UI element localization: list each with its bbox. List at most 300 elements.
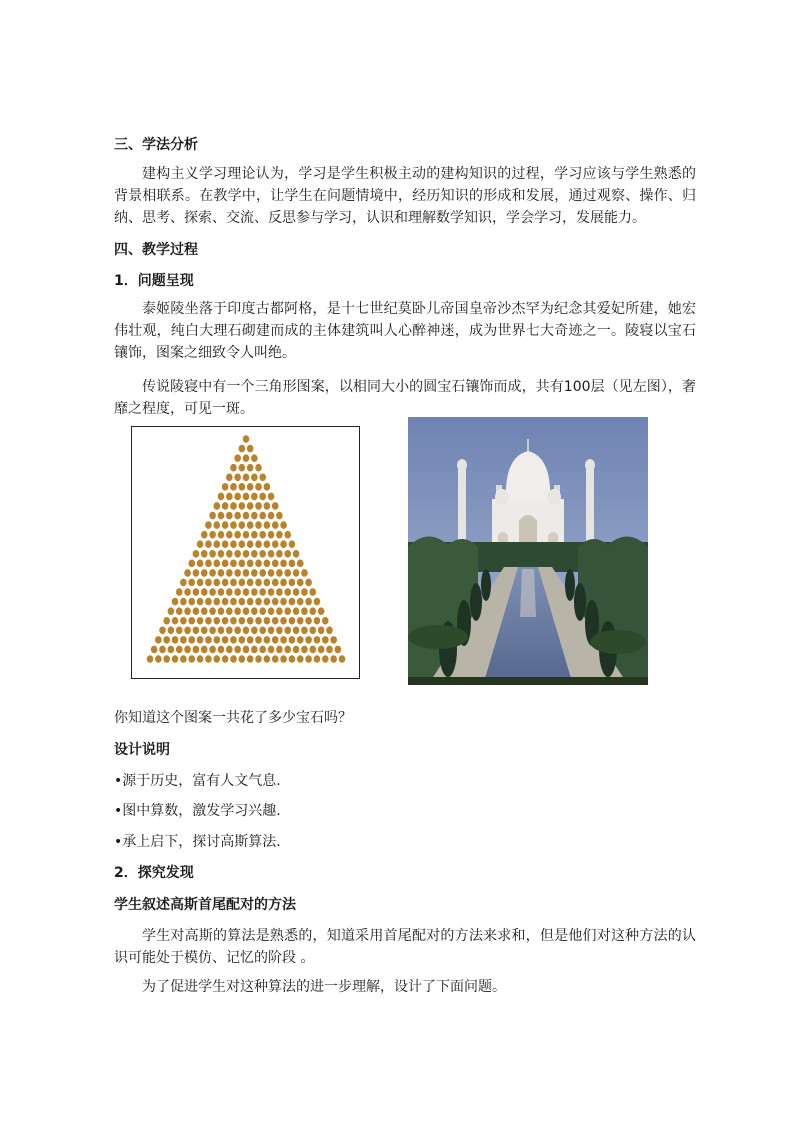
gem-dot xyxy=(234,646,241,654)
gem-dot xyxy=(172,598,179,606)
gem-dot xyxy=(301,646,308,654)
gem-dot xyxy=(159,646,166,654)
gem-dot xyxy=(259,588,266,596)
gem-dot xyxy=(289,655,296,663)
gem-dot xyxy=(251,473,258,481)
gem-dot xyxy=(251,493,258,501)
gem-dot xyxy=(243,588,250,596)
section-3-paragraph: 建构主义学习理论认为，学习是学生积极主动的建构知识的过程，学习应该与学生熟悉的背景相联系。在教学中，让学生在问题情境中，经历知识的形成和发展，通过观察、操作、归纳、思考、探索、交流、反思参与学习，认识和理解数学知识，学会学习，发展能力。 xyxy=(114,166,696,226)
gem-dot xyxy=(209,569,216,577)
gem-dot xyxy=(247,560,254,568)
gem-dot xyxy=(193,607,200,615)
gem-dot xyxy=(197,655,204,663)
gem-dot xyxy=(193,588,200,596)
gem-dot xyxy=(209,588,216,596)
gem-dot xyxy=(293,588,300,596)
gem-dot xyxy=(213,521,220,529)
gem-dot xyxy=(297,579,304,587)
gem-dot xyxy=(289,636,296,644)
gem-dot xyxy=(213,560,220,568)
gem-dot xyxy=(222,560,229,568)
design-bullet-1: •源于历史，富有人文气息. xyxy=(114,773,281,789)
gem-dot xyxy=(268,493,275,501)
gem-dot xyxy=(201,550,208,558)
gem-dot xyxy=(188,636,195,644)
design-bullet-3: •承上启下，探讨高斯算法. xyxy=(114,834,281,850)
gem-dot xyxy=(222,636,229,644)
gem-dot xyxy=(234,454,241,462)
gem-dot xyxy=(272,502,279,510)
gem-dot xyxy=(239,540,246,548)
gem-dot xyxy=(326,646,333,654)
gem-dot xyxy=(172,655,179,663)
gem-dot xyxy=(251,550,258,558)
gem-dot xyxy=(255,655,262,663)
gem-dot xyxy=(188,617,195,625)
gem-dot xyxy=(239,464,246,472)
gem-dot xyxy=(264,502,271,510)
gem-dot xyxy=(176,646,183,654)
gem-dot xyxy=(159,627,166,635)
gem-dot xyxy=(272,579,279,587)
gem-dot xyxy=(197,579,204,587)
gem-dot xyxy=(305,617,312,625)
gem-dot xyxy=(184,588,191,596)
gem-dot xyxy=(222,655,229,663)
gem-dot xyxy=(309,627,316,635)
gem-dot xyxy=(205,598,212,606)
gem-dot xyxy=(289,540,296,548)
gem-dot xyxy=(293,627,300,635)
gem-dot xyxy=(168,607,175,615)
gem-dot xyxy=(293,569,300,577)
gem-dot xyxy=(297,560,304,568)
gem-dot xyxy=(180,655,187,663)
gem-dot xyxy=(205,655,212,663)
gem-dot xyxy=(222,579,229,587)
gem-dot xyxy=(234,569,241,577)
subsection-2-paragraph-2: 为了促进学生对这种算法的进一步理解，设计了下面问题。 xyxy=(142,979,506,995)
subsection-1-heading: 1．问题呈现 xyxy=(114,273,194,289)
gem-dot xyxy=(259,531,266,539)
gem-dot xyxy=(314,636,321,644)
gem-dot xyxy=(226,569,233,577)
gem-dot xyxy=(322,617,329,625)
gem-dot xyxy=(255,464,262,472)
gem-dot xyxy=(276,550,283,558)
gem-dot xyxy=(226,627,233,635)
gem-dot xyxy=(205,617,212,625)
gem-dot xyxy=(276,512,283,520)
gem-dot xyxy=(259,646,266,654)
gem-dot xyxy=(239,636,246,644)
gem-dot xyxy=(230,560,237,568)
gem-dot xyxy=(226,550,233,558)
gem-dot xyxy=(272,560,279,568)
gem-dot xyxy=(259,607,266,615)
gem-dot xyxy=(197,617,204,625)
gem-dot xyxy=(213,502,220,510)
gem-dot xyxy=(188,579,195,587)
gem-dot xyxy=(209,531,216,539)
section-4-heading: 四、教学过程 xyxy=(114,242,198,258)
gem-dot xyxy=(234,627,241,635)
gem-dot xyxy=(284,531,291,539)
gem-dot xyxy=(180,598,187,606)
gem-dot xyxy=(239,560,246,568)
gem-dot xyxy=(230,655,237,663)
gem-dot xyxy=(264,540,271,548)
gem-dot xyxy=(272,617,279,625)
gem-dot xyxy=(163,617,170,625)
gem-dot xyxy=(276,627,283,635)
gem-dot xyxy=(280,598,287,606)
gem-dot xyxy=(251,454,258,462)
gem-dot xyxy=(222,521,229,529)
gem-dot xyxy=(155,636,162,644)
gem-dot xyxy=(180,636,187,644)
gem-dot xyxy=(301,569,308,577)
gem-dot xyxy=(255,636,262,644)
gem-dot xyxy=(234,607,241,615)
gem-dot xyxy=(268,607,275,615)
gem-dot xyxy=(247,579,254,587)
gem-dot xyxy=(180,617,187,625)
gem-dot xyxy=(230,464,237,472)
gem-dot xyxy=(234,473,241,481)
gem-dot xyxy=(255,540,262,548)
gem-dot xyxy=(205,560,212,568)
gem-dot xyxy=(243,550,250,558)
design-note-heading: 设计说明 xyxy=(114,742,170,758)
gem-dot xyxy=(188,598,195,606)
gem-dot xyxy=(251,607,258,615)
gem-dot xyxy=(218,512,225,520)
gem-dot xyxy=(251,531,258,539)
gem-dot xyxy=(230,579,237,587)
gem-triangle-svg xyxy=(132,427,359,678)
gem-dot xyxy=(289,598,296,606)
gem-dot xyxy=(305,598,312,606)
gem-dot xyxy=(197,598,204,606)
gem-dot xyxy=(330,655,337,663)
gem-dot xyxy=(201,588,208,596)
gem-dot xyxy=(201,646,208,654)
gem-dot xyxy=(184,627,191,635)
gem-dot xyxy=(193,627,200,635)
gem-dot xyxy=(213,617,220,625)
gem-dot xyxy=(239,655,246,663)
gem-dot xyxy=(255,598,262,606)
gem-dot xyxy=(259,512,266,520)
gem-dot xyxy=(226,473,233,481)
gem-dot xyxy=(222,540,229,548)
gem-dot xyxy=(209,550,216,558)
gem-dot xyxy=(226,493,233,501)
gem-dot xyxy=(163,655,170,663)
gem-dot xyxy=(318,627,325,635)
taj-mahal-photo xyxy=(408,417,648,685)
gem-dot xyxy=(172,617,179,625)
gem-dot xyxy=(180,579,187,587)
gem-dot xyxy=(251,512,258,520)
gem-dot xyxy=(239,617,246,625)
gem-dot xyxy=(305,655,312,663)
gem-dot xyxy=(305,636,312,644)
gem-dot xyxy=(222,502,229,510)
gem-dot xyxy=(247,617,254,625)
gem-dot xyxy=(239,502,246,510)
gem-dot xyxy=(239,598,246,606)
gem-dot xyxy=(280,560,287,568)
gem-dot xyxy=(268,569,275,577)
gem-dot xyxy=(280,636,287,644)
gem-dot xyxy=(226,646,233,654)
gem-dot xyxy=(251,627,258,635)
gem-dot xyxy=(255,560,262,568)
gem-dot xyxy=(293,646,300,654)
gem-dot xyxy=(230,540,237,548)
gem-dot xyxy=(226,531,233,539)
gem-dot xyxy=(264,598,271,606)
gem-dot xyxy=(276,607,283,615)
gem-dot xyxy=(218,588,225,596)
gem-dot xyxy=(314,655,321,663)
gem-dot xyxy=(234,588,241,596)
gem-dot xyxy=(218,607,225,615)
gem-dot xyxy=(259,493,266,501)
gem-dot xyxy=(243,473,250,481)
gem-dot xyxy=(184,646,191,654)
gem-dot xyxy=(276,569,283,577)
gem-dot xyxy=(297,636,304,644)
gem-dot xyxy=(247,636,254,644)
gem-dot xyxy=(222,598,229,606)
gem-triangle-figure xyxy=(131,426,360,679)
gem-dot xyxy=(213,655,220,663)
subsection-2-bold-line: 学生叙述高斯首尾配对的方法 xyxy=(114,897,296,913)
gem-dot xyxy=(247,483,254,491)
gem-dot xyxy=(209,607,216,615)
gem-dot xyxy=(243,512,250,520)
gem-dot xyxy=(339,655,346,663)
subsection-2-paragraph-1: 学生对高斯的算法是熟悉的，知道采用首尾配对的方法来求和，但是他们对这种方法的认识可能处于模仿、记忆的阶段 。 xyxy=(114,928,696,966)
gem-dot xyxy=(264,560,271,568)
gem-dot xyxy=(272,655,279,663)
gem-dot xyxy=(284,607,291,615)
gem-dot xyxy=(218,493,225,501)
gem-dot xyxy=(284,646,291,654)
gem-dot xyxy=(230,483,237,491)
gem-dot xyxy=(268,627,275,635)
gem-dot xyxy=(188,560,195,568)
gem-dot xyxy=(259,627,266,635)
gem-dot xyxy=(268,531,275,539)
gem-dot xyxy=(255,521,262,529)
gem-dot xyxy=(209,646,216,654)
gem-dot xyxy=(264,655,271,663)
gem-dot xyxy=(226,512,233,520)
gem-dot xyxy=(247,464,254,472)
gem-dot xyxy=(289,560,296,568)
gem-dot xyxy=(322,655,329,663)
gem-dot xyxy=(234,493,241,501)
gem-dot xyxy=(255,502,262,510)
gem-dot xyxy=(243,435,250,443)
gem-dot xyxy=(205,579,212,587)
gem-dot xyxy=(284,569,291,577)
gem-dot xyxy=(201,607,208,615)
gem-dot xyxy=(247,598,254,606)
gem-dot xyxy=(213,540,220,548)
gem-dot xyxy=(276,531,283,539)
gem-dot xyxy=(264,617,271,625)
gem-dot xyxy=(264,483,271,491)
gem-dot xyxy=(247,445,254,453)
gem-dot xyxy=(280,655,287,663)
gem-dot xyxy=(243,569,250,577)
gem-dot xyxy=(151,646,158,654)
subsection-1-paragraph-1: 泰姬陵坐落于印度古都阿格，是十七世纪莫卧儿帝国皇帝沙杰罕为纪念其爱妃所建，她宏伟壮观，纯白大理石砌建而成的主体建筑叫人心醉神迷，成为世界七大奇迹之一。陵寝以宝石镶饰，图案之细致令人叫绝。 xyxy=(114,301,696,361)
gem-dot xyxy=(259,550,266,558)
gem-dot xyxy=(251,569,258,577)
gem-dot xyxy=(264,579,271,587)
gem-dot xyxy=(247,655,254,663)
gem-dot xyxy=(314,617,321,625)
section-3-heading: 三、学法分析 xyxy=(114,137,198,153)
gem-dot xyxy=(218,569,225,577)
gem-dot xyxy=(243,646,250,654)
gem-dot xyxy=(268,550,275,558)
gem-dot xyxy=(268,512,275,520)
gem-dot xyxy=(218,646,225,654)
gem-dot xyxy=(322,636,329,644)
gem-dot xyxy=(188,655,195,663)
gem-dot xyxy=(243,627,250,635)
question-text: 你知道这个图案一共花了多少宝石吗？ xyxy=(114,710,352,726)
gem-dot xyxy=(197,560,204,568)
gem-dot xyxy=(230,598,237,606)
gem-dot xyxy=(155,655,162,663)
gem-dot xyxy=(201,627,208,635)
gem-dot xyxy=(243,531,250,539)
gem-dot xyxy=(168,627,175,635)
gem-dot xyxy=(276,588,283,596)
gem-dot xyxy=(255,617,262,625)
gem-dot xyxy=(209,512,216,520)
gem-dot xyxy=(168,646,175,654)
gem-dot xyxy=(301,627,308,635)
gem-dot xyxy=(284,550,291,558)
gem-dot xyxy=(218,550,225,558)
gem-dot xyxy=(284,627,291,635)
gem-dot xyxy=(193,646,200,654)
gem-dot xyxy=(230,636,237,644)
gem-dot xyxy=(255,483,262,491)
gem-dot xyxy=(197,540,204,548)
gem-dot xyxy=(301,607,308,615)
gem-dot xyxy=(184,607,191,615)
gem-dot xyxy=(309,588,316,596)
gem-dot xyxy=(289,579,296,587)
gem-dot xyxy=(268,588,275,596)
gem-dot xyxy=(247,502,254,510)
gem-dot xyxy=(309,607,316,615)
gem-dot xyxy=(163,636,170,644)
gem-dot xyxy=(172,636,179,644)
gem-dot xyxy=(201,569,208,577)
gem-dot xyxy=(293,550,300,558)
gem-dot xyxy=(243,454,250,462)
gem-dot xyxy=(330,636,337,644)
subsection-2-heading: 2．探究发现 xyxy=(114,865,194,881)
gem-dot xyxy=(239,579,246,587)
gem-dot xyxy=(234,531,241,539)
gem-dot xyxy=(272,521,279,529)
gem-dot xyxy=(280,521,287,529)
gem-dot xyxy=(243,607,250,615)
gem-dot xyxy=(259,473,266,481)
gem-dot xyxy=(305,579,312,587)
gem-dot xyxy=(239,521,246,529)
gem-dot xyxy=(247,540,254,548)
gem-dot xyxy=(176,627,183,635)
gem-dot xyxy=(284,588,291,596)
gem-dot xyxy=(239,483,246,491)
gem-dot xyxy=(264,636,271,644)
gem-dot xyxy=(297,598,304,606)
gem-dot xyxy=(193,550,200,558)
gem-dot xyxy=(176,588,183,596)
gem-dot xyxy=(318,646,325,654)
gem-dot xyxy=(230,502,237,510)
gem-dot xyxy=(326,627,333,635)
gem-dot xyxy=(239,445,246,453)
gem-dot xyxy=(230,617,237,625)
gem-dot xyxy=(218,531,225,539)
design-bullet-2: •图中算数，激发学习兴趣. xyxy=(114,803,281,819)
gem-dot xyxy=(205,636,212,644)
gem-dot xyxy=(314,598,321,606)
gem-dot xyxy=(301,588,308,596)
gem-dot xyxy=(193,569,200,577)
gem-dot xyxy=(293,607,300,615)
gem-dot xyxy=(243,493,250,501)
gem-dot xyxy=(213,579,220,587)
gem-dot xyxy=(176,607,183,615)
gem-dot xyxy=(289,617,296,625)
gem-dot xyxy=(272,636,279,644)
gem-dot xyxy=(335,646,342,654)
gem-dot xyxy=(276,646,283,654)
gem-dot xyxy=(201,531,208,539)
gem-dot xyxy=(297,617,304,625)
gem-dot xyxy=(222,483,229,491)
gem-dot xyxy=(226,588,233,596)
gem-dot xyxy=(297,655,304,663)
gem-dot xyxy=(247,521,254,529)
gem-dot xyxy=(259,569,266,577)
gem-dot xyxy=(209,627,216,635)
gem-dot xyxy=(255,579,262,587)
gem-dot xyxy=(272,598,279,606)
gem-dot xyxy=(147,655,154,663)
gem-dot xyxy=(230,521,237,529)
gem-dot xyxy=(318,607,325,615)
subsection-1-paragraph-2: 传说陵寝中有一个三角形图案，以相同大小的圆宝石镶饰而成，共有100层（见左图），奢靡之程度，可见一斑。 xyxy=(114,379,696,417)
gem-dot xyxy=(222,617,229,625)
gem-dot xyxy=(272,540,279,548)
